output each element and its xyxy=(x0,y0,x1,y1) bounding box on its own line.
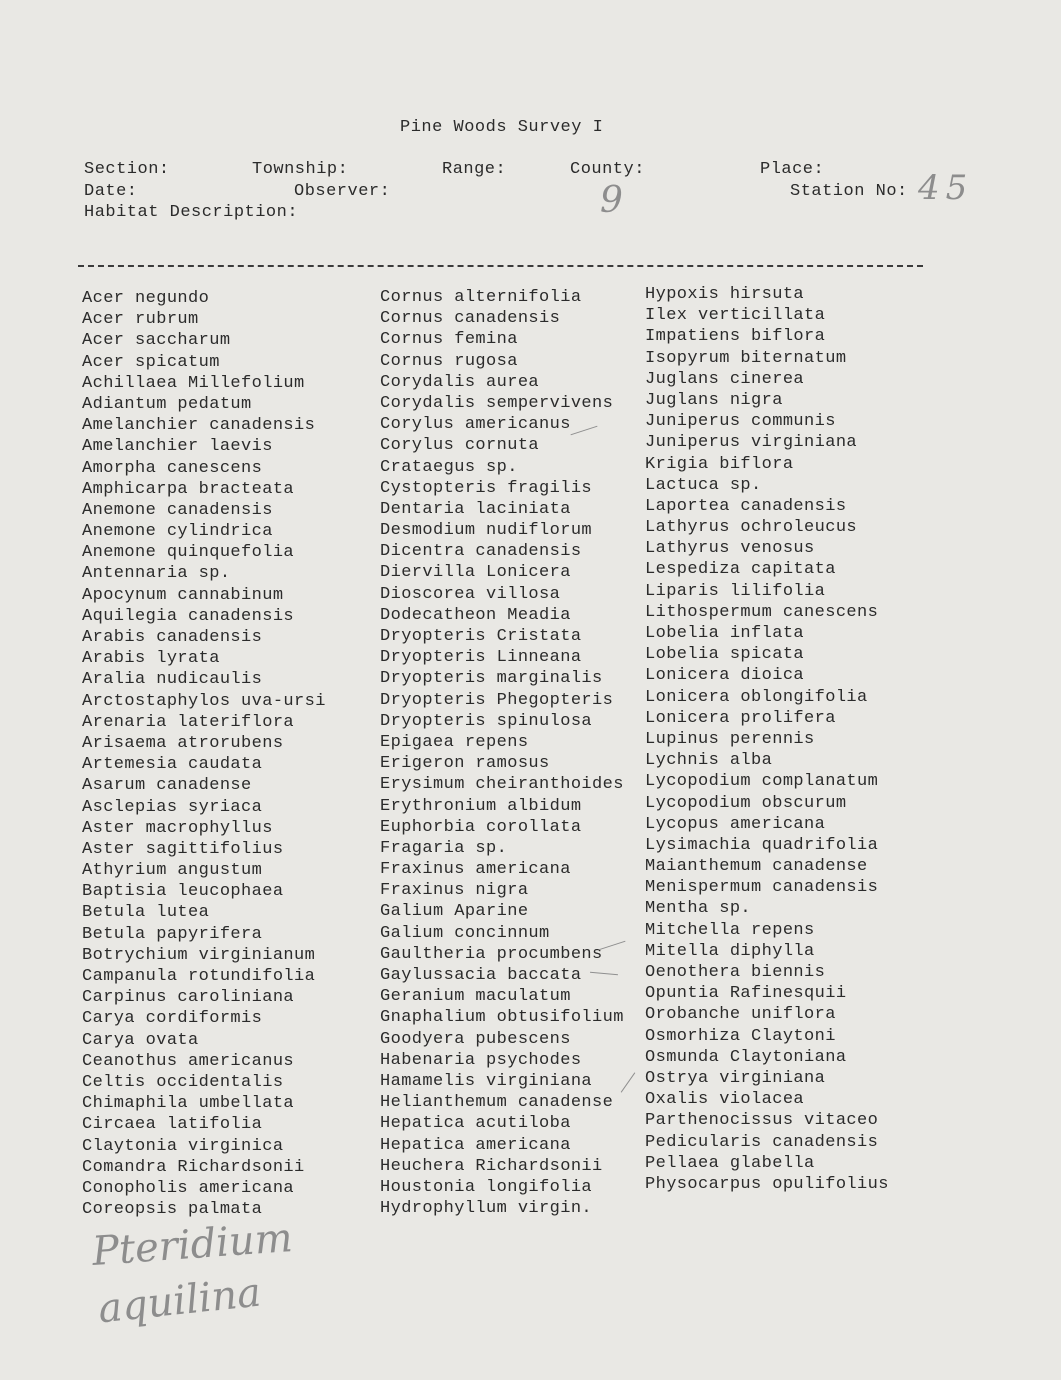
species-item: Aquilegia canadensis xyxy=(82,606,295,626)
species-item: Houstonia longifolia xyxy=(380,1177,593,1197)
species-column-1 xyxy=(82,288,326,1220)
species-item: Hydrophyllum virgin. xyxy=(380,1199,593,1219)
species-item: Anemone cylindrica xyxy=(82,522,273,542)
species-item: Epigaea repens xyxy=(380,732,529,752)
species-item: Desmodium nudiflorum xyxy=(380,521,593,541)
species-item: Lupinus perennis xyxy=(645,729,815,749)
species-item: Lathyrus venosus xyxy=(645,539,815,559)
species-item: Juglans nigra xyxy=(645,390,783,410)
species-item: Acer saccharum xyxy=(82,331,231,351)
species-item: Arenaria lateriflora xyxy=(82,712,295,732)
species-item: Adiantum pedatum xyxy=(82,394,252,414)
species-item: Ilex verticillata xyxy=(645,306,826,326)
section-label: Section: xyxy=(84,160,170,179)
species-item: Lactuca sp. xyxy=(645,475,762,495)
species-item: Lespediza capitata xyxy=(645,560,836,580)
species-item: Botrychium virginianum xyxy=(82,945,316,965)
species-item: Acer rubrum xyxy=(82,310,199,330)
species-item: Amorpha canescens xyxy=(82,458,263,478)
species-item: Habenaria psychodes xyxy=(380,1050,582,1070)
species-item: Lithospermum canescens xyxy=(645,602,879,622)
species-item: Hepatica acutiloba xyxy=(380,1114,571,1134)
place-label: Place: xyxy=(760,160,825,179)
species-item: Baptisia leucophaea xyxy=(82,882,284,902)
species-item: Arisaema atrorubens xyxy=(82,733,284,753)
county-label: County: xyxy=(570,160,645,179)
species-item: Dentaria laciniata xyxy=(380,499,571,519)
species-item: Orobanche uniflora xyxy=(645,1005,836,1025)
species-item: Arabis canadensis xyxy=(82,628,263,647)
species-item: Impatiens biflora xyxy=(645,327,826,347)
species-item: Mitella diphylla xyxy=(645,941,815,961)
species-item: Aster macrophyllus xyxy=(82,818,273,838)
species-item: Galium concinnum xyxy=(380,923,550,943)
species-item: Geranium maculatum xyxy=(380,987,571,1007)
species-item: Dryopteris Linneana xyxy=(380,648,582,668)
species-item: Gnaphalium obtusifolium xyxy=(380,1008,624,1028)
species-item: Anemone quinquefolia xyxy=(82,543,295,563)
species-item: Liparis lilifolia xyxy=(645,581,826,601)
handwritten-note-line1: Pteridium xyxy=(90,1215,295,1275)
species-item: Helianthemum canadense xyxy=(380,1093,614,1113)
species-item: Lonicera prolifera xyxy=(645,708,836,728)
species-item: Athyrium angustum xyxy=(82,861,263,881)
species-item: Carpinus caroliniana xyxy=(82,988,295,1008)
species-item: Cornus femina xyxy=(380,330,518,350)
species-item: Campanula rotundifolia xyxy=(82,967,316,986)
species-item: Erythronium albidum xyxy=(380,796,582,816)
species-item: Aralia nudicaulis xyxy=(82,670,263,690)
species-item: Opuntia Rafinesquii xyxy=(645,984,847,1004)
species-item: Fraxinus nigra xyxy=(380,881,529,901)
species-item: Hepatica americana xyxy=(380,1135,571,1155)
species-item: Osmunda Claytoniana xyxy=(645,1047,847,1067)
species-item: Ceanothus americanus xyxy=(82,1051,295,1071)
species-item: Cornus canadensis xyxy=(380,309,561,329)
range-label: Range: xyxy=(442,160,507,179)
species-item: Menispermum canadensis xyxy=(645,878,879,898)
species-item: Crataegus sp. xyxy=(380,457,518,477)
species-item: Oenothera biennis xyxy=(645,963,826,982)
species-item: Lycopodium obscurum xyxy=(645,793,847,813)
species-column-2 xyxy=(380,287,624,1219)
species-item: Gaylussacia baccata xyxy=(380,966,582,985)
species-item: Cornus rugosa xyxy=(380,351,518,371)
species-item: Antennaria sp. xyxy=(82,564,231,584)
species-item: Lonicera oblongifolia xyxy=(645,687,868,707)
species-item: Acer spicatum xyxy=(82,352,220,372)
species-item: Corylus cornuta xyxy=(380,436,540,456)
species-item: Betula papyrifera xyxy=(82,924,263,944)
species-item: Asarum canadense xyxy=(82,776,252,796)
species-item: Lycopus americana xyxy=(645,814,826,834)
station-no-label: Station No: xyxy=(790,182,908,201)
species-item: Carya ovata xyxy=(82,1030,199,1050)
species-item: Parthenocissus vitaceo xyxy=(645,1111,879,1131)
species-item: Comandra Richardsonii xyxy=(82,1157,305,1177)
species-item: Acer negundo xyxy=(82,289,210,308)
species-item: Hamamelis virginiana xyxy=(380,1071,593,1091)
species-item: Erigeron ramosus xyxy=(380,754,550,774)
species-item: Osmorhiza Claytoni xyxy=(645,1026,836,1046)
species-item: Claytonia virginica xyxy=(82,1136,284,1156)
observer-label: Observer: xyxy=(294,182,391,201)
handwritten-station-value: 45 xyxy=(918,168,974,208)
species-item: Dioscorea villosa xyxy=(380,584,561,604)
species-item: Ostrya virginiana xyxy=(645,1068,826,1088)
species-item: Amelanchier canadensis xyxy=(82,416,316,436)
species-item: Dodecatheon Meadia xyxy=(380,605,571,625)
species-item: Anemone canadensis xyxy=(82,500,273,520)
handwritten-number: 9 xyxy=(600,180,623,221)
species-item: Conopholis americana xyxy=(82,1178,295,1198)
species-item: Erysimum cheiranthoides xyxy=(380,775,624,795)
township-label: Township: xyxy=(252,160,349,179)
species-item: Carya cordiformis xyxy=(82,1009,263,1029)
species-item: Circaea latifolia xyxy=(82,1115,263,1135)
species-item: Dryopteris Cristata xyxy=(380,627,582,646)
species-item: Arctostaphylos uva-ursi xyxy=(82,691,326,711)
date-label: Date: xyxy=(84,182,138,201)
species-item: Oxalis violacea xyxy=(645,1090,805,1110)
species-item: Hypoxis hirsuta xyxy=(645,285,805,304)
species-item: Dryopteris Phegopteris xyxy=(380,690,614,710)
species-item: Laportea canadensis xyxy=(645,496,847,516)
species-item: Lathyrus ochroleucus xyxy=(645,518,858,538)
species-item: Celtis occidentalis xyxy=(82,1072,284,1092)
species-item: Corydalis sempervivens xyxy=(380,393,614,413)
species-item: Dryopteris marginalis xyxy=(380,669,603,689)
species-item: Coreopsis palmata xyxy=(82,1200,263,1220)
species-item: Chimaphila umbellata xyxy=(82,1094,295,1114)
species-item: Dryopteris spinulosa xyxy=(380,711,593,731)
species-item: Pellaea glabella xyxy=(645,1153,815,1173)
page-title: Pine Woods Survey I xyxy=(400,118,604,137)
species-item: Achillaea Millefolium xyxy=(82,373,305,393)
species-item: Juniperus communis xyxy=(645,412,836,432)
species-item: Amelanchier laevis xyxy=(82,437,273,457)
species-item: Mentha sp. xyxy=(645,899,752,919)
species-item: Fraxinus americana xyxy=(380,860,571,880)
species-item: Aster sagittifolius xyxy=(82,839,284,859)
species-item: Mitchella repens xyxy=(645,920,815,940)
dashed-divider xyxy=(78,265,923,267)
species-item: Cornus alternifolia xyxy=(380,288,582,307)
species-item: Asclepias syriaca xyxy=(82,797,263,817)
species-item: Lonicera dioica xyxy=(645,666,805,686)
species-item: Gaultheria procumbens xyxy=(380,944,603,964)
handwritten-note-line2: aquilina xyxy=(96,1269,264,1333)
species-item: Galium Aparine xyxy=(380,902,529,922)
species-item: Lycopodium complanatum xyxy=(645,772,879,792)
species-item: Corydalis aurea xyxy=(380,372,540,392)
species-item: Amphicarpa bracteata xyxy=(82,479,295,499)
species-item: Maianthemum canadense xyxy=(645,857,868,877)
species-item: Isopyrum biternatum xyxy=(645,348,847,368)
species-column-3 xyxy=(645,284,889,1195)
species-item: Goodyera pubescens xyxy=(380,1029,571,1049)
species-item: Juglans cinerea xyxy=(645,369,805,389)
species-item: Pedicularis canadensis xyxy=(645,1132,879,1152)
species-item: Physocarpus opulifolius xyxy=(645,1174,889,1194)
species-item: Krigia biflora xyxy=(645,454,794,474)
species-item: Artemesia caudata xyxy=(82,755,263,775)
species-item: Lobelia spicata xyxy=(645,645,805,665)
species-item: Apocynum cannabinum xyxy=(82,585,284,605)
species-item: Diervilla Lonicera xyxy=(380,563,571,583)
species-item: Dicentra canadensis xyxy=(380,542,582,562)
species-item: Arabis lyrata xyxy=(82,649,220,669)
species-item: Betula lutea xyxy=(82,903,210,923)
species-item: Heuchera Richardsonii xyxy=(380,1156,603,1176)
species-item: Lychnis alba xyxy=(645,751,773,771)
species-item: Fragaria sp. xyxy=(380,838,508,858)
species-item: Cystopteris fragilis xyxy=(380,478,593,498)
species-item: Lobelia inflata xyxy=(645,624,805,643)
species-item: Lysimachia quadrifolia xyxy=(645,835,879,855)
species-item: Corylus americanus xyxy=(380,415,571,435)
species-item: Juniperus virginiana xyxy=(645,433,858,453)
habitat-description-label: Habitat Description: xyxy=(84,203,299,222)
species-item: Euphorbia corollata xyxy=(380,817,582,837)
